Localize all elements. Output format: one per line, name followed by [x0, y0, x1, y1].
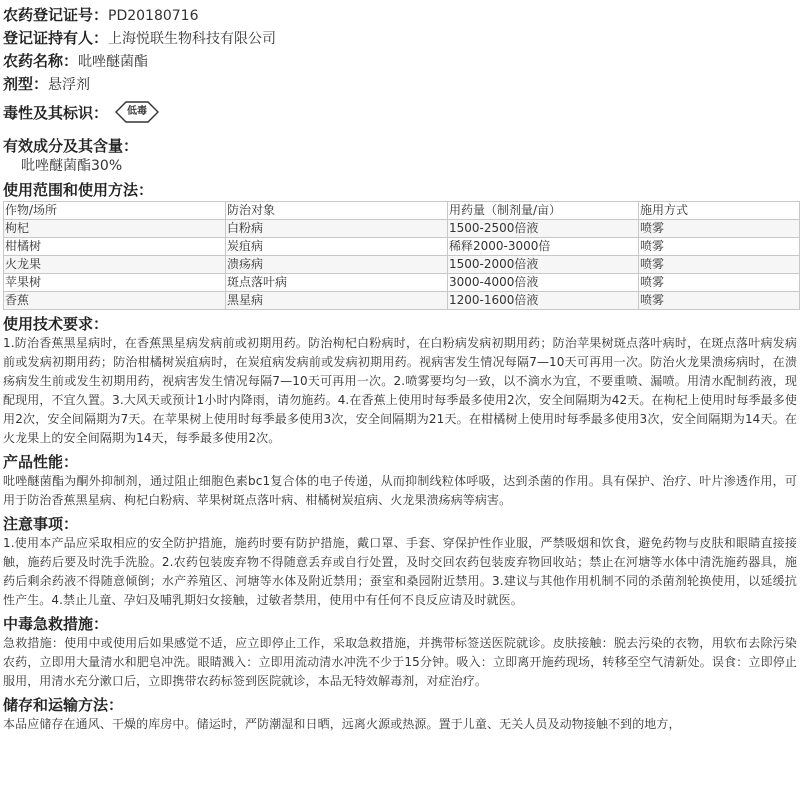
target-cell: 斑点落叶病 [226, 274, 448, 292]
crop-cell: 枸杞 [4, 220, 226, 238]
performance-text: 吡唑醚菌酯为酮外抑制剂，通过阻止细胞色素bc1复合体的电子传递，从而抑制线粒体呼吸，达到杀菌的作用。具有保护、治疗、叶片渗透作用，可用于防治香蕉黑星病、枸杞白粉病、苹果树斑点落叶病、柑橘树炭疽病、火龙果溃疡病等病害。 [3, 474, 797, 507]
crop-cell: 火龙果 [4, 256, 226, 274]
pesticide-name-value: 吡唑醚菌酯 [78, 54, 149, 70]
formulation-value: 悬浮剂 [48, 77, 91, 93]
dosage-cell: 3000-4000倍液 [448, 274, 639, 292]
holder-row [3, 27, 797, 50]
first-aid-title: 中毒急救措施： [3, 615, 109, 633]
precautions-title: 注意事项： [3, 515, 79, 533]
precautions-text: 1.使用本产品应采取相应的安全防护措施，施药时要有防护措施，戴口罩、手套、穿保护性作业服，严禁吸烟和饮食，避免药物与皮肤和眼睛直接接触，施药后要及时洗手洗脸。2.农药包装废弃物不得随意丢弃或自行处置，及时交回农药包装废弃物回收站；禁止在河塘等水体中清洗施药器具，施药后剩余药液不得随意倾倒；水产养殖区、河塘等水体及附近禁用；蚕室和桑园附近禁用。3.建议与其他作用机制不同的杀菌剂轮换使用，以延缓抗性产生。4.禁止儿童、孕妇及哺乳期妇女接触，过敏者禁用，使用中有任何不良反应请及时就医。 [3, 536, 797, 607]
active-ingredient-title: 有效成分及其含量： [3, 137, 139, 155]
dosage-cell: 1500-2500倍液 [448, 220, 639, 238]
usage-header-cell: 用药量（制剂量/亩） [448, 202, 639, 220]
table-row [4, 256, 800, 274]
table-row [4, 292, 800, 310]
performance-title: 产品性能： [3, 453, 79, 471]
method-cell: 喷雾 [639, 220, 800, 238]
method-cell: 喷雾 [639, 292, 800, 310]
crop-cell: 苹果树 [4, 274, 226, 292]
usage-title: 使用范围和使用方法： [3, 181, 154, 199]
storage-text: 本品应储存在通风、干燥的库房中。储运时，严防潮湿和日晒，远离火源或热源。置于儿童、无关人员及动物接触不到的地方， [3, 717, 681, 731]
dosage-cell: 1200-1600倍液 [448, 292, 639, 310]
table-row [4, 274, 800, 292]
formulation-label: 剂型： [3, 75, 49, 93]
usage-table [3, 201, 800, 310]
technique-title: 使用技术要求： [3, 315, 109, 333]
method-cell: 喷雾 [639, 274, 800, 292]
low-toxicity-badge [114, 100, 160, 124]
active-ingredient-value: 吡唑醚菌酯30% [21, 158, 123, 174]
toxicity-badge-text: 低毒 [127, 106, 148, 117]
usage-header-cell: 防治对象 [226, 202, 448, 220]
toxicity-label: 毒性及其标识： [3, 103, 109, 122]
crop-cell: 香蕉 [4, 292, 226, 310]
dosage-cell: 稀释2000-3000倍 [448, 238, 639, 256]
dosage-cell: 1500-2000倍液 [448, 256, 639, 274]
table-row [4, 238, 800, 256]
method-cell: 喷雾 [639, 238, 800, 256]
registration-row [3, 4, 797, 27]
first-aid-text: 急救措施：使用中或使用后如果感觉不适，应立即停止工作，采取急救措施，并携带标签送医院就诊。皮肤接触：脱去污染的衣物，用软布去除污染农药，立即用大量清水和肥皂冲洗。眼睛溅入：立即用流动清水冲洗不少于15分钟。吸入：立即离开施药现场，转移至空气清新处。误食：立即停止服用，用清水充分漱口后，立即携带农药标签到医院就诊，本品无特效解毒剂，对症治疗。 [3, 636, 797, 688]
formulation-row [3, 73, 797, 96]
technique-text: 1.防治香蕉黑星病时，在香蕉黑星病发病前或初期用药。防治枸杞白粉病时，在白粉病发病初期用药；防治苹果树斑点落叶病时，在斑点落叶病发病前或发病初期用药；防治柑橘树炭疽病时，在炭疽病发病前或发病初期用药。视病害发生情况每隔7—10天可再用一次。防治火龙果溃疡病时，在溃疡病发生前或发生初期用药，视病害发生情况每隔7—10天可再用一次。2.喷雾要均匀一致，以不滴水为宜，不要重喷、漏喷。用清水配制药液，现配现用，不宜久置。3.大风天或预计1小时内降雨，请勿施药。4.在香蕉上使用时每季最多使用2次，安全间隔期为42天。在枸杞上使用时每季最多使用2次，安全间隔期为7天。在苹果树上使用时每季最多使用3次，安全间隔期为21天。在柑橘树上使用时每季最多使用3次，安全间隔期为14天。在火龙果上的安全间隔期为14天，每季最多使用2次。 [3, 336, 797, 445]
target-cell: 白粉病 [226, 220, 448, 238]
usage-header-cell: 作物/场所 [4, 202, 226, 220]
registration-value: PD20180716 [108, 8, 199, 24]
pesticide-name-label: 农药名称： [3, 52, 79, 70]
holder-value: 上海悦联生物科技有限公司 [108, 31, 277, 47]
toxicity-row [3, 98, 797, 126]
holder-label: 登记证持有人： [3, 29, 109, 47]
usage-header-cell: 施用方式 [639, 202, 800, 220]
table-row [4, 220, 800, 238]
storage-title: 储存和运输方法： [3, 696, 124, 714]
registration-label: 农药登记证号： [3, 6, 109, 24]
pesticide-name-row [3, 50, 797, 73]
target-cell: 黑星病 [226, 292, 448, 310]
target-cell: 溃疡病 [226, 256, 448, 274]
method-cell: 喷雾 [639, 256, 800, 274]
crop-cell: 柑橘树 [4, 238, 226, 256]
usage-header-row [4, 202, 800, 220]
target-cell: 炭疽病 [226, 238, 448, 256]
